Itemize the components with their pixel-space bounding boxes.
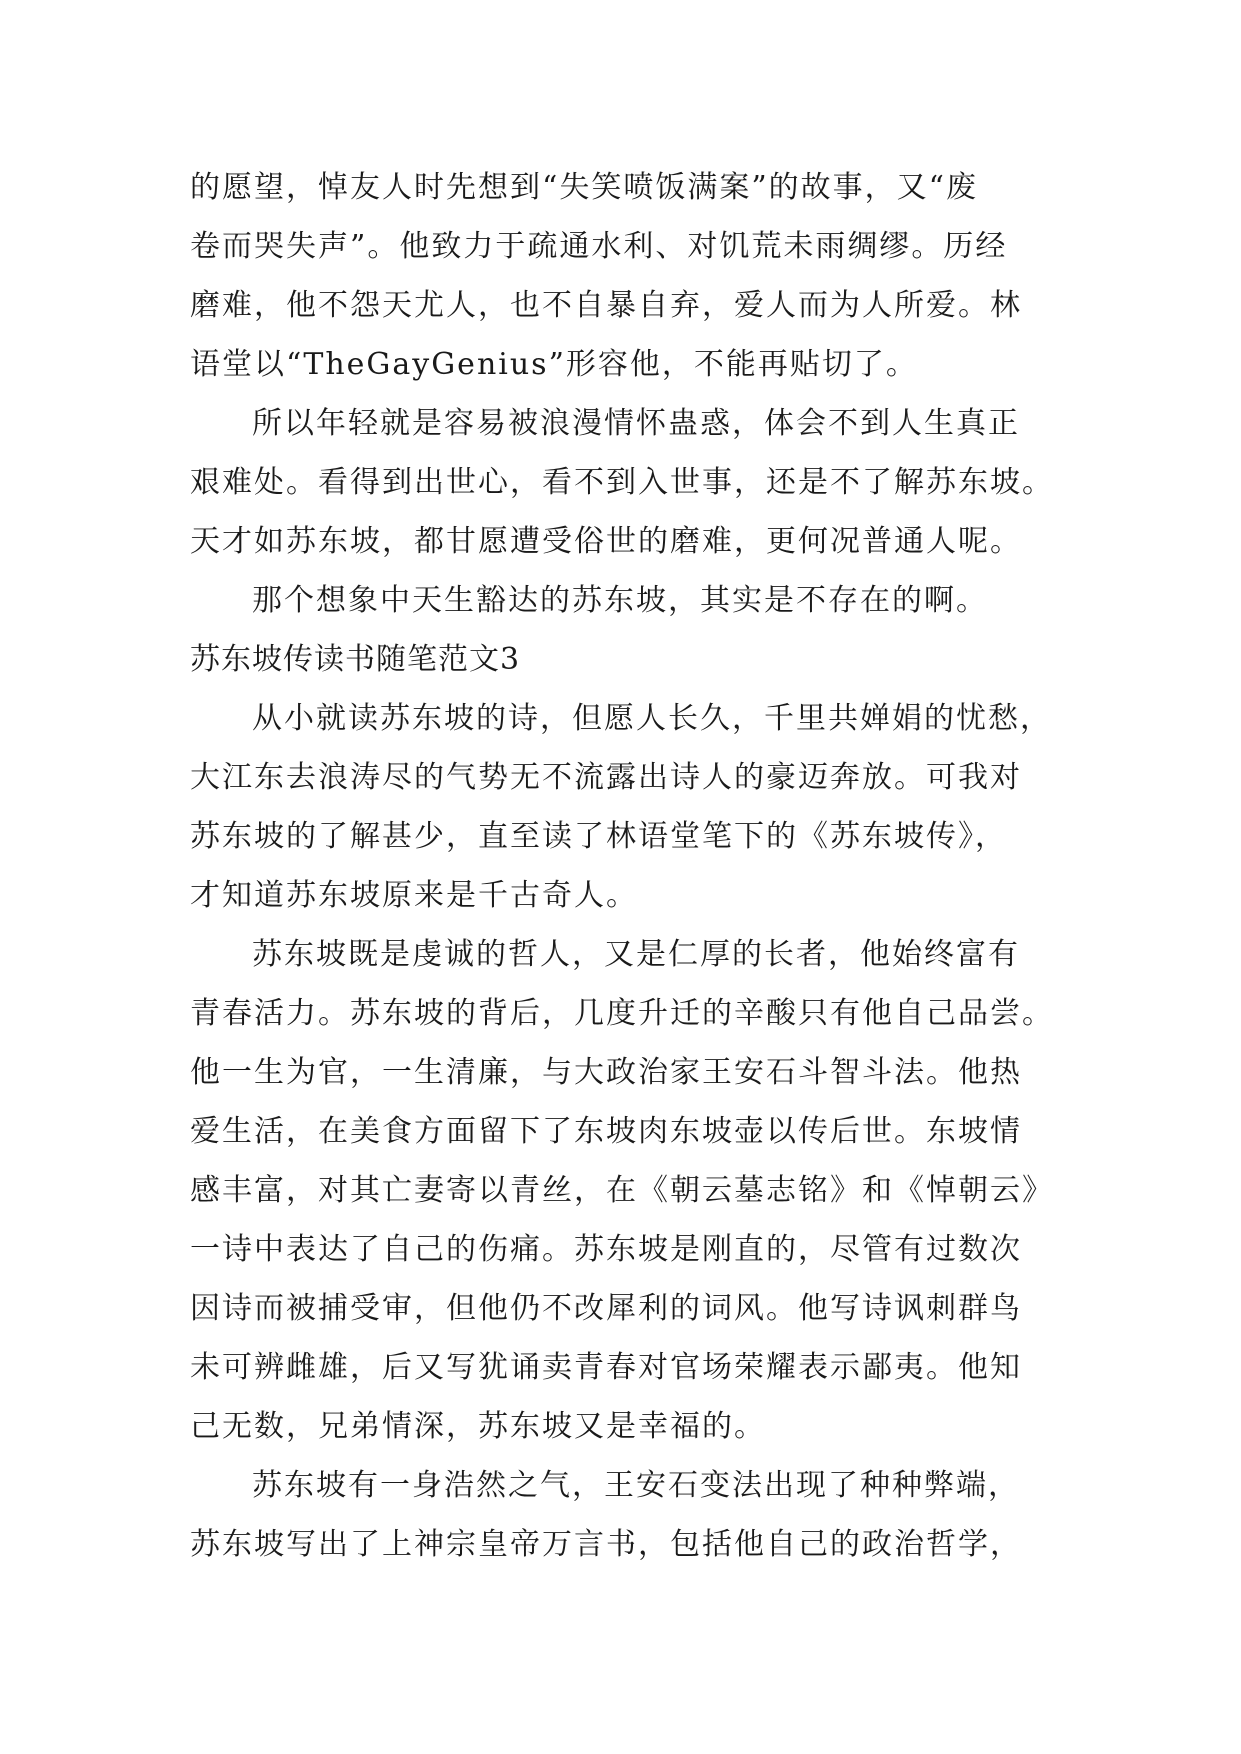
text-line: 语堂以“TheGayGenius”形容他，不能再贴切了。 <box>190 347 918 382</box>
text-line: 苏东坡的了解甚少，直至读了林语堂笔下的《苏东坡传》， <box>190 819 1007 854</box>
text-line: 艰难处。看得到出世心，看不到入世事，还是不了解苏东坡。 <box>190 465 1054 500</box>
text-line: 大江东去浪涛尽的气势无不流露出诗人的豪迈奔放。可我对 <box>190 760 1022 795</box>
text-line: 未可辨雌雄，后又写犹诵卖青春对官场荣耀表示鄙夷。他知 <box>190 1350 1022 1385</box>
text-line: 天才如苏东坡，都甘愿遭受俗世的磨难，更何况普通人呢。 <box>190 524 1022 559</box>
text-line: 卷而哭失声”。他致力于疏通水利、对饥荒未雨绸缪。历经 <box>190 229 1008 264</box>
paragraph-start-line: 所以年轻就是容易被浪漫情怀蛊惑，体会不到人生真正 <box>252 406 1020 441</box>
text-line: 的愿望，悼友人时先想到“失笑喷饭满案”的故事，又“废 <box>190 170 979 205</box>
text-line: 青春活力。苏东坡的背后，几度升迁的辛酸只有他自己品尝。 <box>190 996 1054 1031</box>
text-line: 才知道苏东坡原来是千古奇人。 <box>190 878 638 913</box>
text-line: 爱生活，在美食方面留下了东坡肉东坡壶以传后世。东坡情 <box>190 1114 1022 1149</box>
section-heading: 苏东坡传读书随笔范文3 <box>190 642 521 677</box>
paragraph-start-line: 从小就读苏东坡的诗，但愿人长久，千里共婵娟的忧愁， <box>252 701 1052 736</box>
text-line: 他一生为官，一生清廉，与大政治家王安石斗智斗法。他热 <box>190 1055 1022 1090</box>
paragraph-start-line: 那个想象中天生豁达的苏东坡，其实是不存在的啊。 <box>252 583 988 618</box>
text-line: 己无数，兄弟情深，苏东坡又是幸福的。 <box>190 1409 766 1444</box>
document-body <box>190 158 1070 1574</box>
text-line: 一诗中表达了自己的伤痛。苏东坡是刚直的，尽管有过数次 <box>190 1232 1022 1267</box>
paragraph-start-line: 苏东坡既是虔诚的哲人，又是仁厚的长者，他始终富有 <box>252 937 1020 972</box>
text-line: 感丰富，对其亡妻寄以青丝，在《朝云墓志铭》和《悼朝云》 <box>190 1173 1054 1208</box>
paragraph-start-line: 苏东坡有一身浩然之气，王安石变法出现了种种弊端， <box>252 1468 1020 1503</box>
text-line: 苏东坡写出了上神宗皇帝万言书，包括他自己的政治哲学， <box>190 1527 1022 1562</box>
text-line: 磨难，他不怨天尤人，也不自暴自弃，爱人而为人所爱。林 <box>190 288 1022 323</box>
text-line: 因诗而被捕受审，但他仍不改犀利的词风。他写诗讽刺群鸟 <box>190 1291 1022 1326</box>
